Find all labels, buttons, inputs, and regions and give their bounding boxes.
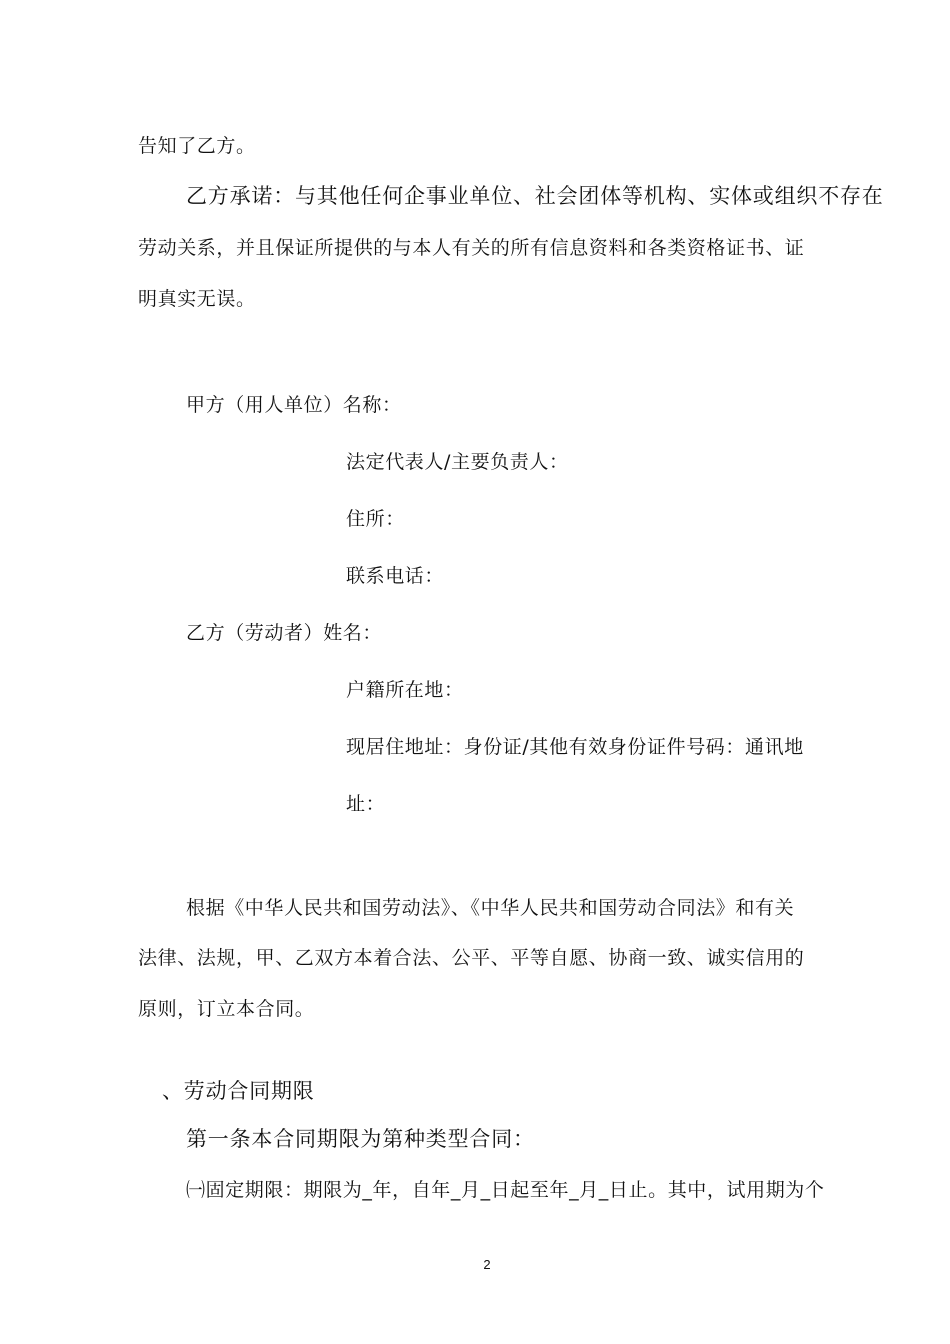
party-b-residence-line-2: 址： (346, 793, 386, 815)
article-1-text: 第一条本合同期限为第种类型合同： (186, 1127, 535, 1151)
party-b-household-label: 户籍所在地： (346, 679, 464, 701)
basis-line-3: 原则，订立本合同。 (138, 998, 315, 1020)
basis-line-1: 根据《中华人民共和国劳动法》、《中华人民共和国劳动合同法》和有关 (186, 897, 795, 919)
party-a-representative-label: 法定代表人/主要负责人： (346, 451, 569, 473)
page-number: 2 (483, 1257, 491, 1272)
party-a-address-label: 住所： (346, 508, 405, 530)
clause-1-text: ㈠固定期限：期限为_年，自年_月_日起至年_月_日止。其中，试用期为个 (186, 1179, 825, 1201)
party-b-name-label: 乙方（劳动者）姓名： (186, 622, 383, 644)
notice-text: 告知了乙方。 (138, 135, 256, 157)
promise-line-3: 明真实无误。 (138, 288, 256, 310)
party-a-phone-label: 联系电话： (346, 565, 445, 587)
basis-line-2: 法律、法规，甲、乙双方本着合法、公平、平等自愿、协商一致、诚实信用的 (138, 947, 805, 969)
party-a-name-label: 甲方（用人单位）名称： (186, 394, 402, 416)
promise-line-1: 乙方承诺：与其他任何企事业单位、社会团体等机构、实体或组织不存在 (186, 184, 884, 208)
promise-line-2: 劳动关系，并且保证所提供的与本人有关的所有信息资料和各类资格证书、证 (138, 237, 805, 259)
section-heading-term: 、劳动合同期限 (162, 1079, 315, 1103)
party-b-residence-line-1: 现居住地址：身份证/其他有效身份证件号码：通讯地 (346, 736, 804, 758)
